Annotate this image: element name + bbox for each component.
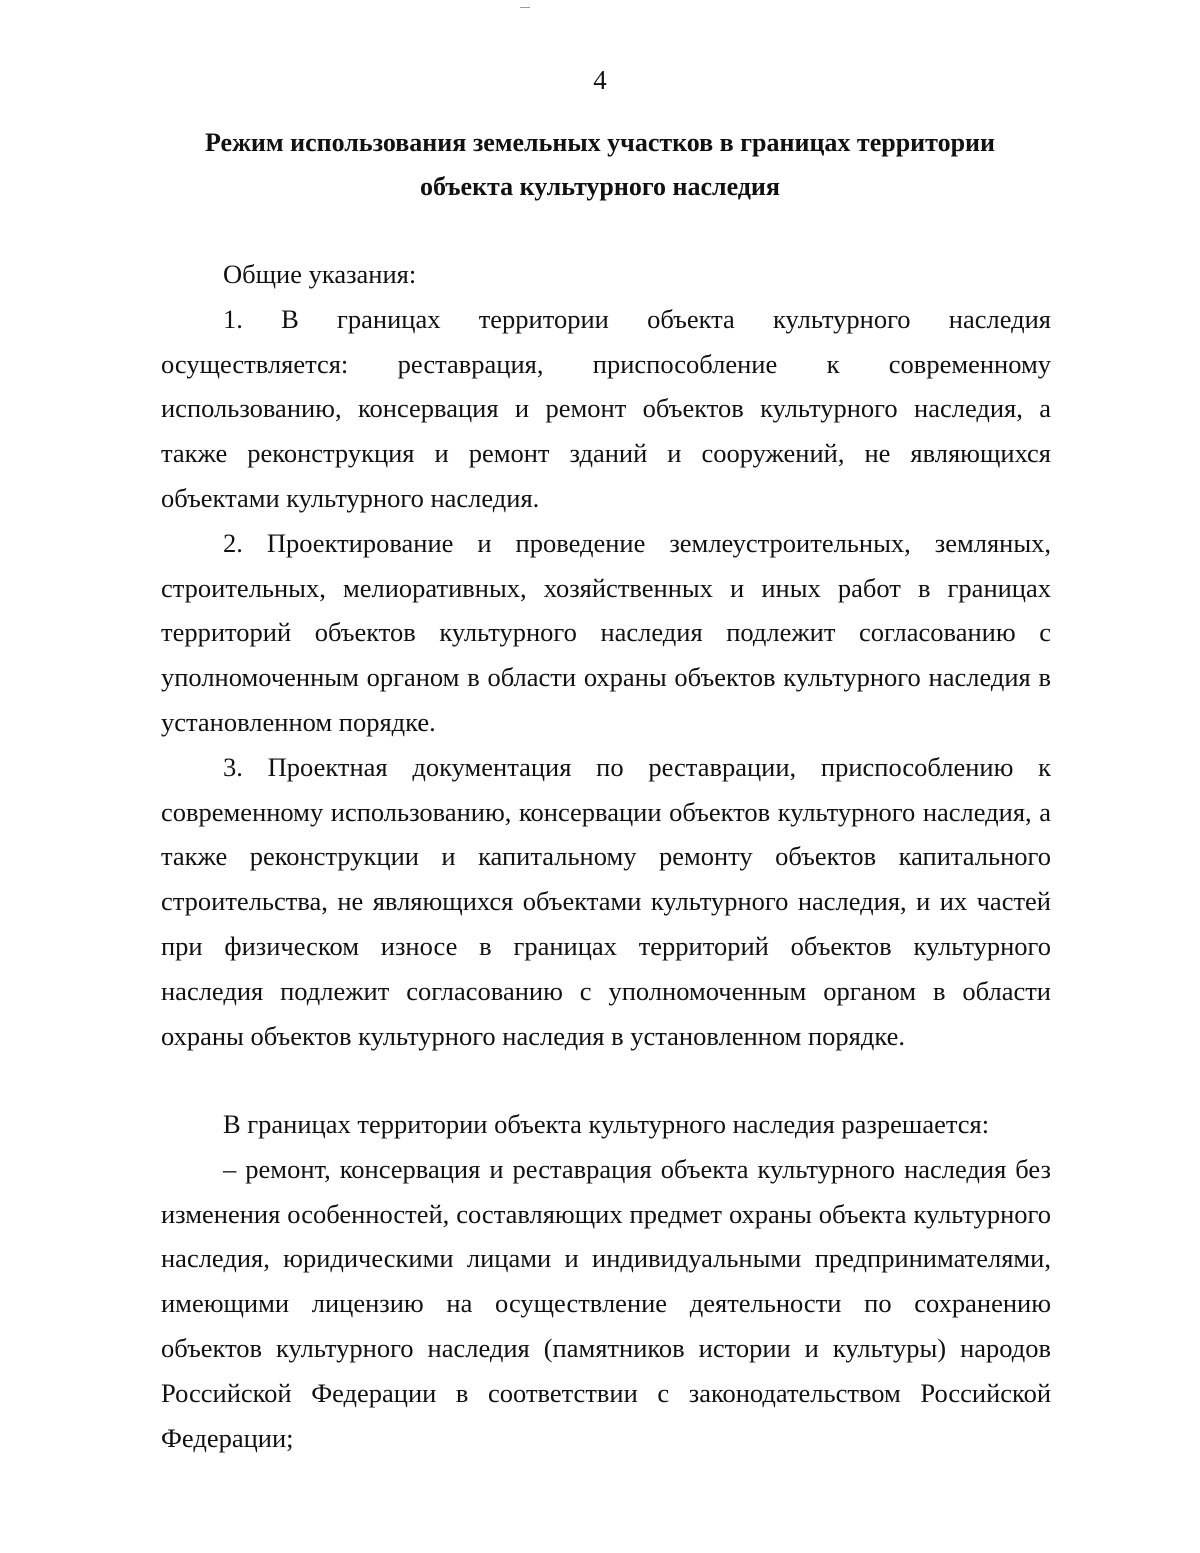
permitted-activities-heading: В границах территории объекта культурного наследия разрешается: xyxy=(223,1109,990,1139)
general-instructions-heading: Общие указания: xyxy=(223,259,417,289)
general-item-3: 3. Проектная документация по реставрации, приспособлению к современному использованию, консервации объектов культурного наследия, а также реконструкции и капитальному ремонту объектов капитального строительства, не являющихся объектами культурного наследия, и их частей при физическом износе в границах территорий объектов культурного наследия подлежит согласованию с уполномоченным органом в области охраны объектов культурного наследия в установленном порядке. xyxy=(161,751,1051,1051)
document-title xyxy=(140,121,1060,209)
general-item-1: 1. В границах территории объекта культурного наследия осуществляется: реставрация, приспособление к современному использованию, консервация и ремонт объектов культурного наследия, а также реконструкция и ремонт зданий и сооружений, не являющихся объектами культурного наследия. xyxy=(161,303,1051,513)
general-instructions-section xyxy=(161,252,1051,1058)
permitted-item-1: – ремонт, консервация и реставрация объекта культурного наследия без изменения особенностей, составляющих предмет охраны объекта культурного наследия, юридическими лицами и индивидуальными предпринимателями, имеющими лицензию на осуществление деятельности по сохранению объектов культурного наследия (памятников истории и культуры) народов Российской Федерации в соответствии с законодательством Российской Федерации; xyxy=(161,1153,1051,1453)
scan-artifact xyxy=(520,7,530,8)
page-number: 4 xyxy=(593,65,607,95)
title-line-1: Режим использования земельных участков в границах территории xyxy=(204,128,995,157)
general-item-2: 2. Проектирование и проведение землеустроительных, земляных, строительных, мелиоративных, хозяйственных и иных работ в границах территорий объектов культурного наследия подлежит согласованию с уполномоченным органом в области охраны объектов культурного наследия в установленном порядке. xyxy=(161,527,1051,737)
title-line-2: объекта культурного наследия xyxy=(420,172,780,201)
permitted-activities-section xyxy=(161,1102,1051,1460)
